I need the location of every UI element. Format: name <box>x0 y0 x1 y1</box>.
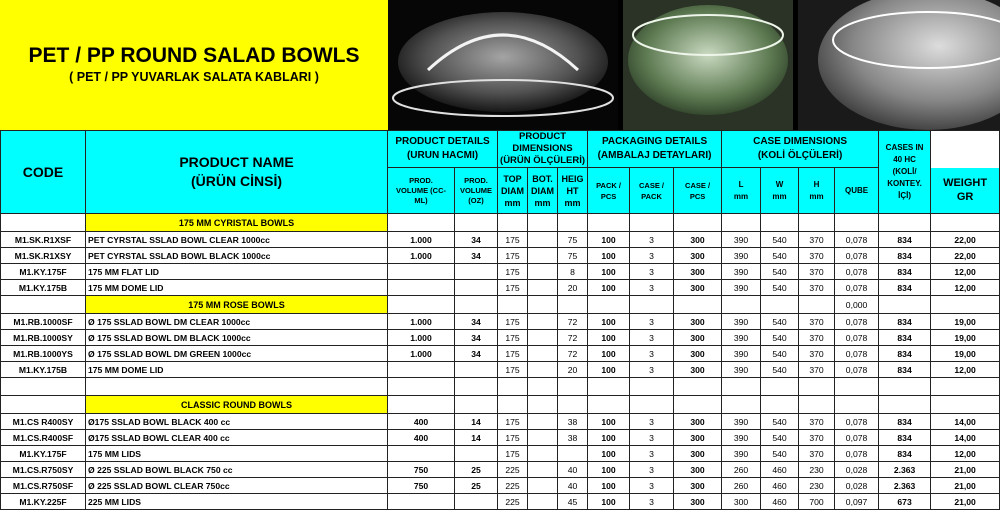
section-title: 175 MM ROSE BOWLS <box>86 296 388 314</box>
top-diam-header: TOP DIAM mm <box>498 168 528 214</box>
table-row: M1.RB.1000SF Ø 175 SSLAD BOWL DM CLEAR 1000cc 1.000 34 175 72 100 3 300 390 540 370 0,078 834 19,00 <box>1 314 1000 330</box>
case-pcs-header: CASE / PCS <box>674 168 722 214</box>
case-pack-header: CASE / PACK <box>630 168 674 214</box>
product-details-header: PRODUCT DETAILS (URUN HACMI) <box>388 131 498 168</box>
table-row: M1.CS.R750SF Ø 225 SSLAD BOWL CLEAR 750cc 750 25 225 40 100 3 300 260 460 230 0,028 2.363 21,00 <box>1 478 1000 494</box>
section-row <box>1 214 1000 232</box>
section-row <box>1 396 1000 414</box>
clear-dome-bowl-photo <box>388 0 618 130</box>
weight-header: WEIGHT GR <box>931 168 1000 214</box>
table-row: M1.KY.175B 175 MM DOME LID 175 20 100 3 300 390 540 370 0,078 834 12,00 <box>1 362 1000 378</box>
case-dimensions-header: CASE DIMENSIONS (KOLİ ÖLÇÜLERİ) <box>722 131 879 168</box>
product-name-header: PRODUCT NAME (ÜRÜN CİNSİ) <box>86 131 388 214</box>
cases-header: CASES IN 40 HC (KOLİ/ KONTEY. İÇİ) <box>879 131 931 214</box>
table-row: M1.KY.175B 175 MM DOME LID 175 20 100 3 300 390 540 370 0,078 834 12,00 <box>1 280 1000 296</box>
section-row: 175 MM ROSE BOWLS 0,000 <box>1 296 1000 314</box>
volume-cc-header: PROD. VOLUME (CC- ML) <box>388 168 455 214</box>
qube-header: QUBE <box>835 168 879 214</box>
blank-row <box>1 378 1000 396</box>
table-row: M1.SK.R1XSF PET CYRSTAL SSLAD BOWL CLEAR 1000cc 1.000 34 175 75 100 3 300 390 540 370 0,078 834 22,00 <box>1 232 1000 248</box>
table-row: M1.RB.1000SY Ø 175 SSLAD BOWL DM BLACK 1000cc 1.000 34 175 72 100 3 300 390 540 370 0,078 834 19,00 <box>1 330 1000 346</box>
code-header: CODE <box>1 131 86 214</box>
weight-header-top <box>931 131 1000 168</box>
section-title: 175 MM CYRISTAL BOWLS <box>86 214 388 232</box>
table-row: M1.KY.225F 225 MM LIDS 225 45 100 3 300 300 460 700 0,097 673 21,00 <box>1 494 1000 510</box>
table-row: M1.CS.R750SY Ø 225 SSLAD BOWL BLACK 750 cc 750 25 225 40 100 3 300 260 460 230 0,028 2.363 21,00 <box>1 462 1000 478</box>
product-photos <box>388 0 1000 130</box>
packaging-details-header: PACKAGING DETAILS (AMBALAJ DETAYLARI) <box>588 131 722 168</box>
clear-round-bowl-photo <box>798 0 1000 130</box>
page-subtitle: ( PET / PP YUVARLAK SALATA KABLARI ) <box>69 70 319 84</box>
length-header: L mm <box>722 168 761 214</box>
table-row: M1.KY.175F 175 MM FLAT LID 175 8 100 3 300 390 540 370 0,078 834 12,00 <box>1 264 1000 280</box>
table-row: M1.RB.1000YS Ø 175 SSLAD BOWL DM GREEN 1000cc 1.000 34 175 72 100 3 300 390 540 370 0,078 834 19,00 <box>1 346 1000 362</box>
section-title: CLASSIC ROUND BOWLS <box>86 396 388 414</box>
table-row: M1.SK.R1XSY PET CYRSTAL SSLAD BOWL BLACK 1000cc 1.000 34 175 75 100 3 300 390 540 370 0,078 834 22,00 <box>1 248 1000 264</box>
green-bowl-photo <box>623 0 793 130</box>
table-row: M1.KY.175F 175 MM LIDS 175 100 3 300 390 540 370 0,078 834 12,00 <box>1 446 1000 462</box>
product-table <box>0 130 1000 510</box>
height-header: HEIG HT mm <box>558 168 588 214</box>
volume-oz-header: PROD. VOLUME (OZ) <box>455 168 498 214</box>
width-header: W mm <box>761 168 799 214</box>
pack-pcs-header: PACK / PCS <box>588 168 630 214</box>
product-dimensions-header: PRODUCT DIMENSIONS (ÜRÜN ÖLÇÜLERİ) <box>498 131 588 168</box>
table-row: M1.CS.R400SF Ø175 SSLAD BOWL CLEAR 400 cc 400 14 175 38 100 3 300 390 540 370 0,078 834 14,00 <box>1 430 1000 446</box>
case-height-header: H mm <box>799 168 835 214</box>
bot-diam-header: BOT. DIAM mm <box>528 168 558 214</box>
table-row: M1.CS R400SY Ø175 SSLAD BOWL BLACK 400 cc 400 14 175 38 100 3 300 390 540 370 0,078 834 14,00 <box>1 414 1000 430</box>
page-title: PET / PP ROUND SALAD BOWLS <box>28 44 360 67</box>
